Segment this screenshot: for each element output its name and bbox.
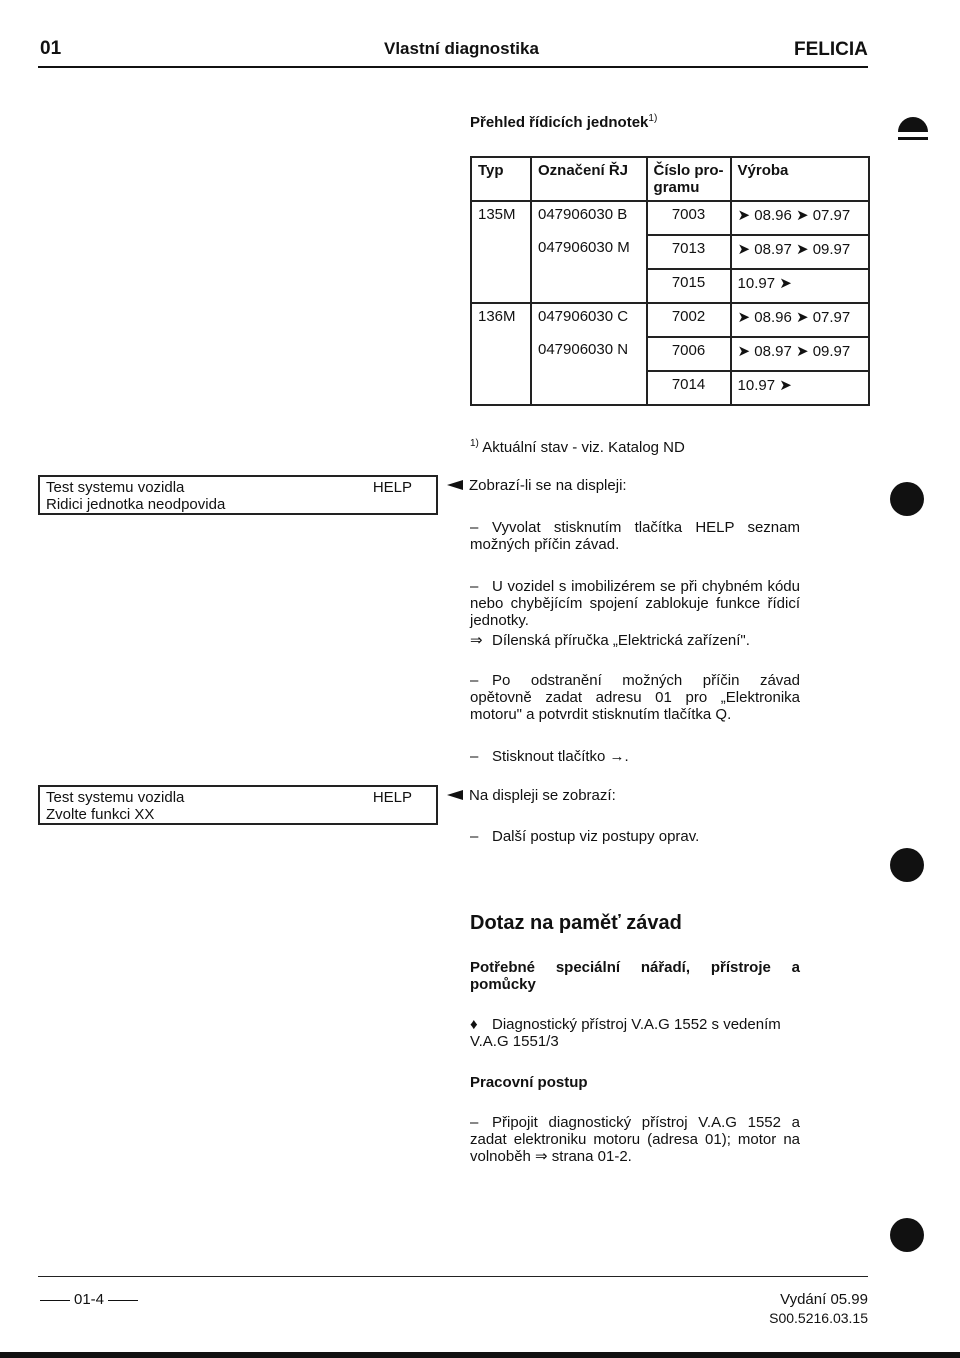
cell-program: 7013 (647, 235, 731, 269)
table-header-row (471, 157, 869, 201)
ecu-table (470, 156, 870, 406)
page-number-rule-right (108, 1300, 138, 1301)
col-header-production: Výroba (731, 157, 869, 201)
tools-title: Potřebné speciální nářadí, přístroje a pomůcky (470, 959, 800, 993)
dash-marker: – (470, 828, 479, 845)
table-row (471, 235, 869, 269)
dash-marker: – (470, 1114, 479, 1131)
bottom-edge-bar (0, 1352, 960, 1358)
cell-type (471, 371, 531, 405)
cell-program: 7014 (647, 371, 731, 405)
display2-intro-text: Na displeji se zobrazí: (469, 787, 616, 804)
list-item (470, 1114, 800, 1165)
page-number (40, 1291, 138, 1308)
cell-production: ➤ 08.96 ➤ 07.97 (731, 303, 869, 337)
cell-production: ➤ 08.97 ➤ 09.97 (731, 337, 869, 371)
ecu-overview-title-text: Přehled řídicích jednotek (470, 114, 649, 131)
dash-marker: – (470, 519, 479, 536)
cell-type (471, 269, 531, 303)
cell-code (531, 269, 647, 303)
cell-program: 7015 (647, 269, 731, 303)
dash-marker: – (470, 578, 479, 595)
list-item-text: Další postup viz postupy oprav. (492, 828, 700, 845)
diamond-bullet-icon: ♦ (470, 1016, 478, 1033)
edition: Vydání 05.99 (780, 1291, 868, 1308)
cell-code: 047906030 B (531, 201, 647, 235)
margin-dot-icon (890, 1218, 924, 1252)
list-item (470, 672, 800, 723)
reference-text[interactable]: Dílenská příručka „Elektrická zařízení". (492, 632, 750, 649)
footnote-marker: 1) (648, 113, 658, 124)
cell-type: 135M (471, 201, 531, 235)
display-readout-2 (38, 785, 438, 825)
display-help-label: HELP (372, 479, 412, 496)
ecu-overview-title (470, 113, 657, 131)
display1-intro (447, 477, 847, 494)
table-row (471, 201, 869, 235)
list-item (470, 519, 800, 553)
display-help-label: HELP (372, 789, 412, 806)
display-line-1: Test systemu vozidla (46, 789, 185, 806)
list-item-text: Připojit diagnostický přístroj V.A.G 1552 a zadat elektroniku motoru (adresa 01); motor na volnoběh ⇒ strana 01-2. (470, 1114, 800, 1165)
cell-code: 047906030 C (531, 303, 647, 337)
document-code: S00.5216.03.15 (769, 1310, 868, 1326)
col-header-type: Typ (471, 157, 531, 201)
cell-type (471, 337, 531, 371)
procedure-title: Pracovní postup (470, 1074, 588, 1091)
display-line-2: Zvolte funkci XX (46, 806, 155, 823)
table-row (471, 371, 869, 405)
margin-dot-icon (890, 482, 924, 516)
list-item-text: Stisknout tlačítko →. (492, 748, 629, 765)
cell-code: 047906030 M (531, 235, 647, 269)
cell-type (471, 235, 531, 269)
margin-dot-icon (890, 848, 924, 882)
cross-reference[interactable] (470, 632, 800, 649)
ecu-footnote (470, 438, 685, 456)
cell-production: 10.97 ➤ (731, 269, 869, 303)
cell-production: ➤ 08.96 ➤ 07.97 (731, 201, 869, 235)
page-title: Vlastní diagnostika (384, 39, 539, 58)
display-line-1: Test systemu vozidla (46, 479, 185, 496)
list-item (470, 748, 800, 765)
left-triangle-icon (447, 480, 463, 490)
cell-code (531, 371, 647, 405)
list-item-text: Diagnostický přístroj V.A.G 1552 s vedením V.A.G 1551/3 (470, 1016, 781, 1050)
left-triangle-icon (447, 790, 463, 800)
display-line-2: Ridici jednotka neodpovida (46, 496, 226, 513)
list-item-text: U vozidel s imobilizérem se při chybném kódu nebo chybějícím spojení zablokuje funkce řídicí jednotky. (470, 578, 800, 629)
footer-rule (38, 1276, 868, 1277)
footnote-text: Aktuální stav - viz. Katalog ND (482, 439, 685, 456)
cell-type: 136M (471, 303, 531, 337)
footnote-marker: 1) (470, 438, 479, 449)
col-header-code: Označení ŘJ (531, 157, 647, 201)
list-item (470, 1016, 810, 1050)
section-marker-icon (896, 110, 930, 150)
table-row (471, 269, 869, 303)
table-row (471, 337, 869, 371)
reference-arrow-icon: ⇒ (470, 632, 483, 649)
cell-production: 10.97 ➤ (731, 371, 869, 405)
header-rule (38, 66, 868, 68)
dash-marker: – (470, 672, 479, 689)
section-title: Dotaz na paměť závad (470, 912, 682, 934)
cell-code: 047906030 N (531, 337, 647, 371)
dash-marker: – (470, 748, 479, 765)
cell-program: 7003 (647, 201, 731, 235)
cell-production: ➤ 08.97 ➤ 09.97 (731, 235, 869, 269)
table-row (471, 303, 869, 337)
display1-intro-text: Zobrazí-li se na displeji: (469, 477, 627, 494)
display2-intro (447, 787, 847, 804)
page-number-rule-left (40, 1300, 70, 1301)
list-item-text: Vyvolat stisknutím tlačítka HELP seznam možných příčin závad. (470, 519, 800, 553)
list-item (470, 578, 800, 629)
list-item (470, 828, 800, 845)
cell-program: 7006 (647, 337, 731, 371)
chapter-number: 01 (40, 38, 62, 59)
model-name: FELICIA (794, 39, 868, 60)
col-header-program: Číslo pro- gramu (647, 157, 731, 201)
cell-program: 7002 (647, 303, 731, 337)
list-item-text: Po odstranění možných příčin závad opětovně zadat adresu 01 pro „Elektronika motoru" a potvrdit stisknutím tlačítka Q. (470, 672, 800, 723)
page-number-text: 01-4 (74, 1291, 105, 1308)
display-readout-1 (38, 475, 438, 515)
